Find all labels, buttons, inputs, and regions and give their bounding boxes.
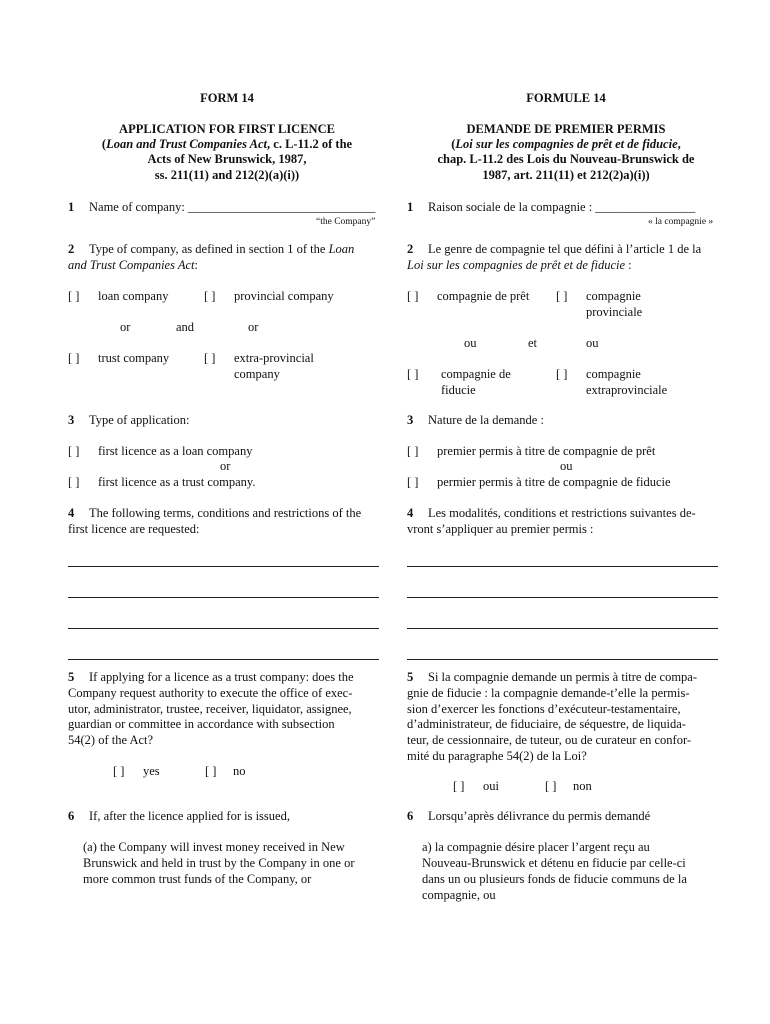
checkbox-yes-fr[interactable]: [ ]	[453, 779, 465, 793]
company-name-note: “the Company”	[316, 217, 376, 227]
checkbox-no-fr[interactable]: [ ]	[545, 779, 557, 793]
terms-input-line-3-fr[interactable]	[407, 628, 718, 629]
checkbox-loan-company-fr[interactable]: [ ]	[407, 289, 419, 303]
form-number: FORM 14	[200, 91, 254, 105]
label-provincial-company-fr: compagnie	[586, 289, 641, 303]
question-6-text-fr: Lorsqu’après délivrance du permis demandé	[428, 809, 651, 823]
terms-input-line-2-fr[interactable]	[407, 597, 718, 598]
question-6a-line: Brunswick and held in trust by the Company in one or	[83, 856, 355, 870]
question-5-line: Company request authority to execute the office of exec-	[68, 686, 353, 700]
terms-input-line-3[interactable]	[68, 628, 379, 629]
question-number-5-fr: 5	[407, 670, 414, 684]
question-2-text-line2: and Trust Companies Act:	[68, 258, 199, 272]
question-number-2: 2	[68, 242, 75, 256]
and-label-fr: et	[528, 336, 538, 350]
label-first-licence-trust-fr: permier permis à titre de compagnie de fiducie	[437, 475, 671, 489]
or-label: or	[220, 459, 231, 473]
terms-input-line-4[interactable]	[68, 659, 379, 660]
company-name-field-fr[interactable]: Raison sociale de la compagnie : ________________	[428, 200, 696, 214]
checkbox-extra-provincial-company[interactable]: [ ]	[204, 351, 216, 365]
question-3-text: Type of application:	[89, 413, 190, 427]
label-trust-company-line2-fr: fiducie	[441, 383, 476, 397]
question-number-1-fr: 1	[407, 200, 414, 214]
company-name-field[interactable]: Name of company: ______________________________	[89, 200, 376, 214]
question-5-line-fr: d’administrateur, de fiduciaire, de séquestre, de liquida-	[407, 717, 686, 731]
question-6a-line-fr: compagnie, ou	[422, 888, 496, 902]
question-number-3: 3	[68, 413, 75, 427]
label-loan-company: loan company	[98, 289, 169, 303]
or-label-fr: ou	[586, 336, 599, 350]
question-number-2-fr: 2	[407, 242, 414, 256]
terms-input-line-4-fr[interactable]	[407, 659, 718, 660]
question-6-text: If, after the licence applied for is issued,	[89, 809, 290, 823]
checkbox-first-licence-loan[interactable]: [ ]	[68, 444, 80, 458]
question-6a-line: (a) the Company will invest money received in New	[83, 840, 345, 854]
label-trust-company: trust company	[98, 351, 170, 365]
or-label: or	[248, 320, 259, 334]
question-5-line-fr: Si la compagnie demande un permis à titre de compa-	[428, 670, 698, 684]
question-2-text: Type of company, as defined in section 1 of the Loan	[89, 242, 355, 256]
form-title-line-4: ss. 211(11) and 212(2)(a)(i))	[154, 168, 300, 182]
question-4-text-line2: first licence are requested:	[68, 522, 200, 536]
or-label: or	[120, 320, 131, 334]
terms-input-line-2[interactable]	[68, 597, 379, 598]
checkbox-loan-company[interactable]: [ ]	[68, 289, 80, 303]
form-title-act-line-fr: (Loi sur les compagnies de prêt et de fiducie,	[451, 137, 681, 151]
checkbox-first-licence-loan-fr[interactable]: [ ]	[407, 444, 419, 458]
question-number-3-fr: 3	[407, 413, 414, 427]
label-extra-provincial-company-line2-fr: extraprovinciale	[586, 383, 668, 397]
question-5-line-fr: sion d’exercer les fonctions d’exécuteur-testamentaire,	[407, 702, 681, 716]
checkbox-yes[interactable]: [ ]	[113, 764, 125, 778]
terms-input-line-1[interactable]	[68, 566, 379, 567]
form-number-fr: FORMULE 14	[526, 91, 606, 105]
question-number-4: 4	[68, 506, 75, 520]
question-number-4-fr: 4	[407, 506, 414, 520]
label-first-licence-loan-fr: premier permis à titre de compagnie de prêt	[437, 444, 656, 458]
question-5-line-fr: gnie de fiducie : la compagnie demande-t’elle la permis-	[407, 686, 690, 700]
company-name-note-fr: « la compagnie »	[648, 217, 714, 227]
checkbox-provincial-company-fr[interactable]: [ ]	[556, 289, 568, 303]
label-first-licence-loan: first licence as a loan company	[98, 444, 253, 458]
question-6a-line-fr: a) la compagnie désire placer l’argent reçu au	[422, 840, 650, 854]
checkbox-first-licence-trust-fr[interactable]: [ ]	[407, 475, 419, 489]
form-title: APPLICATION FOR FIRST LICENCE	[119, 122, 335, 136]
question-5-line: 54(2) of the Act?	[68, 733, 154, 747]
label-extra-provincial-company: extra-provincial	[234, 351, 314, 365]
label-provincial-company: provincial company	[234, 289, 334, 303]
question-6a-line-fr: Nouveau-Brunswick et détenu en fiducie par celle-ci	[422, 856, 686, 870]
question-2-text-line2-fr: Loi sur les compagnies de prêt et de fiducie :	[407, 258, 632, 272]
label-no: no	[233, 764, 246, 778]
question-6a-line: more common trust funds of the Company, or	[83, 872, 312, 886]
question-number-6-fr: 6	[407, 809, 414, 823]
label-loan-company-fr: compagnie de prêt	[437, 289, 530, 303]
and-label: and	[176, 320, 195, 334]
question-4-text: The following terms, conditions and restrictions of the	[89, 506, 362, 520]
or-label-fr: ou	[560, 459, 573, 473]
question-5-line: If applying for a licence as a trust company: does the	[89, 670, 354, 684]
checkbox-no[interactable]: [ ]	[205, 764, 217, 778]
form-title-line-3: Acts of New Brunswick, 1987,	[147, 152, 307, 166]
question-4-text-line2-fr: vront s’appliquer au premier permis :	[407, 522, 594, 536]
label-extra-provincial-company-line2: company	[234, 367, 280, 381]
form-title-fr: DEMANDE DE PREMIER PERMIS	[466, 122, 666, 136]
label-yes-fr: oui	[483, 779, 499, 793]
checkbox-trust-company[interactable]: [ ]	[68, 351, 80, 365]
label-no-fr: non	[573, 779, 592, 793]
question-number-5: 5	[68, 670, 75, 684]
question-2-text-fr: Le genre de compagnie tel que défini à l’article 1 de la	[428, 242, 702, 256]
form-title-line-3-fr: chap. L-11.2 des Lois du Nouveau-Brunswick de	[437, 152, 695, 166]
label-yes: yes	[143, 764, 160, 778]
label-trust-company-fr: compagnie de	[441, 367, 511, 381]
checkbox-extra-provincial-company-fr[interactable]: [ ]	[556, 367, 568, 381]
question-5-line-fr: mité du paragraphe 54(2) de la Loi?	[407, 749, 587, 763]
question-5-line-fr: teur, de cessionnaire, de tuteur, ou de curateur en confor-	[407, 733, 692, 747]
question-6a-line-fr: dans un ou plusieurs fonds de fiducie communs de la	[422, 872, 687, 886]
checkbox-provincial-company[interactable]: [ ]	[204, 289, 216, 303]
terms-input-line-1-fr[interactable]	[407, 566, 718, 567]
question-5-line: guardian or committee in accordance with subsection	[68, 717, 335, 731]
question-number-6: 6	[68, 809, 75, 823]
label-first-licence-trust: first licence as a trust company.	[98, 475, 256, 489]
checkbox-trust-company-fr[interactable]: [ ]	[407, 367, 419, 381]
question-5-line: utor, administrator, trustee, receiver, liquidator, assignee,	[68, 702, 352, 716]
question-number-1: 1	[68, 200, 75, 214]
label-extra-provincial-company-fr: compagnie	[586, 367, 641, 381]
question-4-text-fr: Les modalités, conditions et restrictions suivantes de-	[428, 506, 696, 520]
or-label-fr: ou	[464, 336, 477, 350]
checkbox-first-licence-trust[interactable]: [ ]	[68, 475, 80, 489]
form-title-line-4-fr: 1987, art. 211(11) et 212(2)a)(i))	[482, 168, 650, 182]
question-3-text-fr: Nature de la demande :	[428, 413, 544, 427]
form-title-act-line: (Loan and Trust Companies Act, c. L-11.2 of the	[101, 137, 353, 151]
label-provincial-company-line2-fr: provinciale	[586, 305, 643, 319]
